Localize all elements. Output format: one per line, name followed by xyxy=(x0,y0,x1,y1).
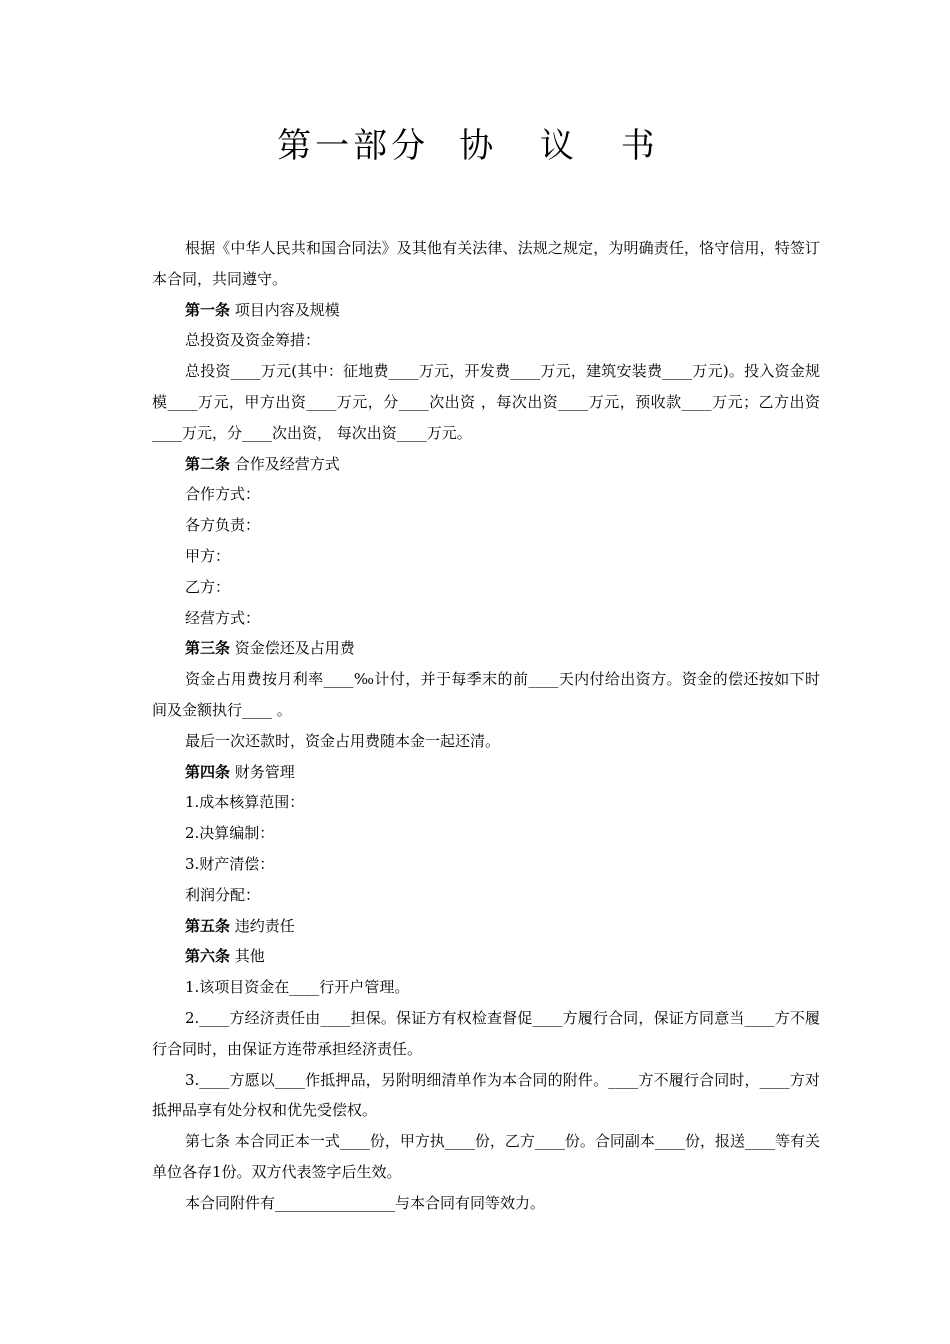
paragraph: 各方负责： xyxy=(185,516,261,535)
article-5-heading: 第五条 违约责任 xyxy=(185,916,295,935)
paragraph-collateral: 3.____方愿以____作抵押品，另附明细清单作为本合同的附件。____方不履行合同时，____方对抵押品享有处分权和优先受偿权。 xyxy=(152,1070,820,1120)
paragraph: 乙方： xyxy=(185,577,231,596)
document-body xyxy=(152,233,820,1219)
paragraph-preamble: 根据《中华人民共和国合同法》及其他有关法律、法规之规定，为明确责任，恪守信用，特签订本合同，共同遵守。 xyxy=(152,239,820,288)
paragraph: 合作方式： xyxy=(185,485,261,504)
document-title xyxy=(0,120,950,172)
paragraph-investment: 总投资____万元(其中：征地费____万元，开发费____万元，建筑安装费____万元)。投入资金规模____万元，甲方出资____万元，分____次出资 ，每次出资____万元，预收款____万元；乙方出资____万元，分____次出资， 每次出资____万元。 xyxy=(152,362,820,442)
title-part: 第一部分 xyxy=(277,126,430,166)
paragraph-copies: 第七条 本合同正本一式____份，甲方执____份，乙方____份。合同副本____份，报送____等有关单位各存1份。双方代表签字后生效。 xyxy=(152,1132,820,1181)
paragraph: 经营方式： xyxy=(185,608,261,627)
paragraph: 3.财产清偿： xyxy=(185,854,275,873)
paragraph-guarantee: 2.____方经济责任由____担保。保证方有权检查督促____方履行合同，保证方同意当____方不履行合同时，由保证方连带承担经济责任。 xyxy=(152,1008,820,1058)
article-1-heading: 第一条 项目内容及规模 xyxy=(185,300,340,319)
article-3-heading: 第三条 资金偿还及占用费 xyxy=(185,639,355,658)
paragraph: 利润分配： xyxy=(185,885,261,904)
paragraph: 2.决算编制： xyxy=(185,824,275,843)
paragraph-interest: 资金占用费按月利率____‰计付，并于每季末的前____天内付给出资方。资金的偿还按如下时间及金额执行____ 。 xyxy=(152,670,820,719)
article-6-heading: 第六条 其他 xyxy=(185,947,265,966)
paragraph: 1.成本核算范围： xyxy=(185,793,305,812)
article-4-heading: 第四条 财务管理 xyxy=(185,762,295,781)
paragraph: 甲方： xyxy=(185,546,231,565)
paragraph: 最后一次还款时，资金占用费随本金一起还清。 xyxy=(185,731,501,750)
paragraph-attachments: 本合同附件有________________与本合同有同等效力。 xyxy=(185,1193,546,1212)
paragraph: 1.该项目资金在____行开户管理。 xyxy=(185,978,410,997)
article-2-heading: 第二条 合作及经营方式 xyxy=(185,454,340,473)
title-name: 协 议 书 xyxy=(459,126,673,166)
paragraph: 总投资及资金筹措： xyxy=(185,331,321,350)
